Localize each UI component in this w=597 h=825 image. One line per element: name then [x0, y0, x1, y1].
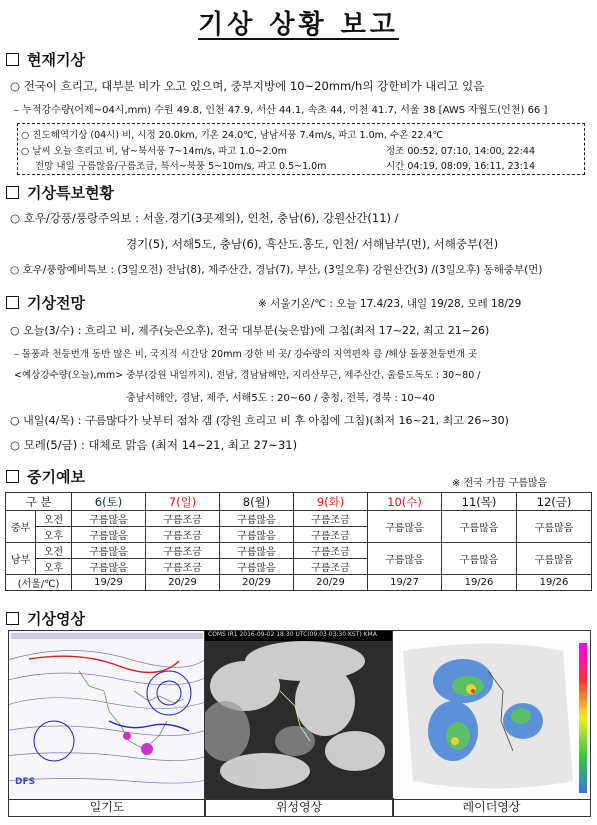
seoul-temps: ※ 서울기온/℃ : 오늘 17.4/23, 내일 19/28, 모레 18/29: [258, 298, 522, 310]
table-cell: 구름많음: [72, 527, 146, 543]
midterm-note: ※ 전국 가끔 구름많음: [452, 478, 548, 489]
table-row: [6, 543, 592, 559]
outlook-dayafter: ○ 모레(5/금) : 대체로 맑음 (최저 14~21, 최고 27~31): [10, 438, 298, 452]
outlook-detail-3: 충남서해안, 경남, 제주, 서해5도 : 20~60 / 충청, 전북, 경북 : 10~40: [126, 393, 435, 404]
table-cell: 구름많음: [517, 543, 592, 575]
period-label: 오후: [36, 559, 72, 575]
day-header: 11(목): [442, 493, 517, 511]
accumulated-rain: – 누적강수량(어제~04시,mm) 수원 49.8, 인천 47.9, 서산 44.1, 속초 44, 이천 41.7, 서울 38 [AWS 자월도(인천) 66 ]: [14, 105, 548, 116]
checkbox-icon: [6, 296, 19, 309]
table-cell: 구름많음: [72, 543, 146, 559]
table-cell: 구름조금: [146, 559, 220, 575]
tide-times: 정조 00:52, 07:10, 14:00, 22:44: [386, 146, 536, 157]
table-cell: 구름많음: [220, 559, 294, 575]
region-label: 중부: [6, 511, 36, 543]
day-header: 10(수): [368, 493, 442, 511]
table-cell: 구름많음: [517, 511, 592, 543]
satellite-drawing: [205, 631, 393, 799]
tide-times-2: 시간 04:19, 08:09, 16:11, 23:14: [386, 161, 536, 172]
table-cell: 20/29: [146, 575, 220, 591]
warning-line-2: 경기(5), 서해5도, 충남(6), 흑산도.홍도, 인천/ 서해남부(먼), 서해중부(전): [126, 237, 499, 251]
table-cell: 구름조금: [146, 543, 220, 559]
day-header: 8(월): [220, 493, 294, 511]
satellite-image: [204, 630, 394, 800]
satellite-header: COMS IR1 2016-09-02 18:30 UTC(09.03 03:30 KST) KMA: [208, 631, 377, 638]
seoul-label: (서울/℃): [6, 575, 72, 591]
marine-forecast-box: [17, 123, 585, 175]
jindo-marine: ○ 진도해역기상 (04시) 비, 시정 20.0km, 기온 24.0℃, 남남서풍 7.4m/s, 파고 1.0m, 수온 22.4℃: [21, 130, 444, 141]
table-cell: 구름조금: [294, 543, 368, 559]
table-cell: 구름조금: [146, 511, 220, 527]
checkbox-icon: [6, 612, 19, 625]
table-cell: 구름많음: [368, 511, 442, 543]
table-cell: 구름많음: [72, 511, 146, 527]
caption-radar: 레이더영상: [392, 798, 591, 817]
table-cell: 구름많음: [368, 543, 442, 575]
page-title: 기상 상황 보고: [198, 10, 399, 40]
period-label: 오후: [36, 527, 72, 543]
day-header: 6(토): [72, 493, 146, 511]
header-label: 구 분: [6, 493, 72, 511]
warning-line-1: ○ 호우/강풍/풍랑주의보 : 서울.경기(3곳제외), 인천, 충남(6), 강원산간(11) /: [10, 211, 399, 225]
midterm-forecast-table: [5, 492, 592, 591]
region-label: 남부: [6, 543, 36, 575]
table-cell: 구름많음: [220, 511, 294, 527]
table-cell: 구름많음: [72, 559, 146, 575]
table-cell: 19/26: [517, 575, 592, 591]
outlook-detail-1: – 돌풍과 천둥번개 동반 많은 비, 국지적 시간당 20mm 강한 비 곳/ 강수량의 지역편차 큼 /해상 돌풍천둥번개 곳: [14, 349, 478, 360]
section-imagery: 기상영상: [6, 608, 85, 629]
outlook-today: ○ 오늘(3/수) : 흐리고 비, 제주(늦은오후), 전국 대부분(늦은밤)에 그침(최저 17~22, 최고 21~26): [10, 324, 490, 337]
checkbox-icon: [6, 186, 19, 199]
table-cell: 구름조금: [294, 559, 368, 575]
table-cell: 19/26: [442, 575, 517, 591]
dfs-label: DFS: [15, 777, 36, 787]
caption-weather-chart: 일기도: [8, 798, 206, 817]
outlook-detail-2: <예상강수량(오늘),mm> 중부(강원 내일까지), 전남, 경남남해안, 지리산부근, 제주산간, 울릉도독도 : 30~80 /: [14, 370, 481, 381]
section-outlook: 기상전망: [6, 292, 85, 313]
outlook-tomorrow: ○ 내일(4/목) : 구름많다가 낮부터 점차 갬 (강원 흐리고 비 후 아침에 그침)(최저 16~21, 최고 26~30): [10, 414, 509, 427]
table-cell: 19/27: [368, 575, 442, 591]
radar-image: [392, 630, 591, 800]
table-header-row: [6, 493, 592, 511]
warning-line-3: ○ 호우/풍랑예비특보 : (3일오전) 전남(8), 제주산간, 경남(7), 부산, (3일오후) 강원산간(3) /(3일오후) 동해중부(먼): [10, 264, 543, 276]
table-cell: 구름많음: [442, 543, 517, 575]
table-cell: 19/29: [72, 575, 146, 591]
table-cell: 구름많음: [442, 511, 517, 543]
weather-chart-drawing: [9, 631, 205, 799]
table-cell: 20/29: [220, 575, 294, 591]
period-label: 오전: [36, 511, 72, 527]
period-label: 오전: [36, 543, 72, 559]
table-cell: 구름조금: [294, 511, 368, 527]
day-header: 7(일): [146, 493, 220, 511]
day-header: 12(금): [517, 493, 592, 511]
day-header: 9(화): [294, 493, 368, 511]
table-cell: 구름많음: [220, 527, 294, 543]
caption-satellite: 위성영상: [204, 798, 394, 817]
forecast-tomorrow: 전망 내일 구름많음/구름조금, 북서~북풍 5~10m/s, 파고 0.5~1.0m: [35, 161, 327, 172]
table-row: [6, 575, 592, 591]
table-row: [6, 511, 592, 527]
weather-chart-image: [8, 630, 206, 800]
table-cell: 구름조금: [146, 527, 220, 543]
section-midterm: 중기예보: [6, 466, 85, 487]
forecast-today: ○ 날씨 오늘 흐리고 비, 남~북서풍 7~14m/s, 파고 1.0~2.0m: [21, 146, 287, 157]
radar-drawing: [393, 631, 590, 799]
table-cell: 구름조금: [294, 527, 368, 543]
current-summary: ○ 전국이 흐리고, 대부분 비가 오고 있으며, 중부지방에 10~20mm/h의 강한비가 내리고 있음: [10, 79, 485, 93]
section-warnings: 기상특보현황: [6, 182, 114, 203]
table-cell: 구름많음: [220, 543, 294, 559]
checkbox-icon: [6, 470, 19, 483]
section-current: 현재기상: [6, 49, 85, 70]
table-cell: 20/29: [294, 575, 368, 591]
checkbox-icon: [6, 53, 19, 66]
